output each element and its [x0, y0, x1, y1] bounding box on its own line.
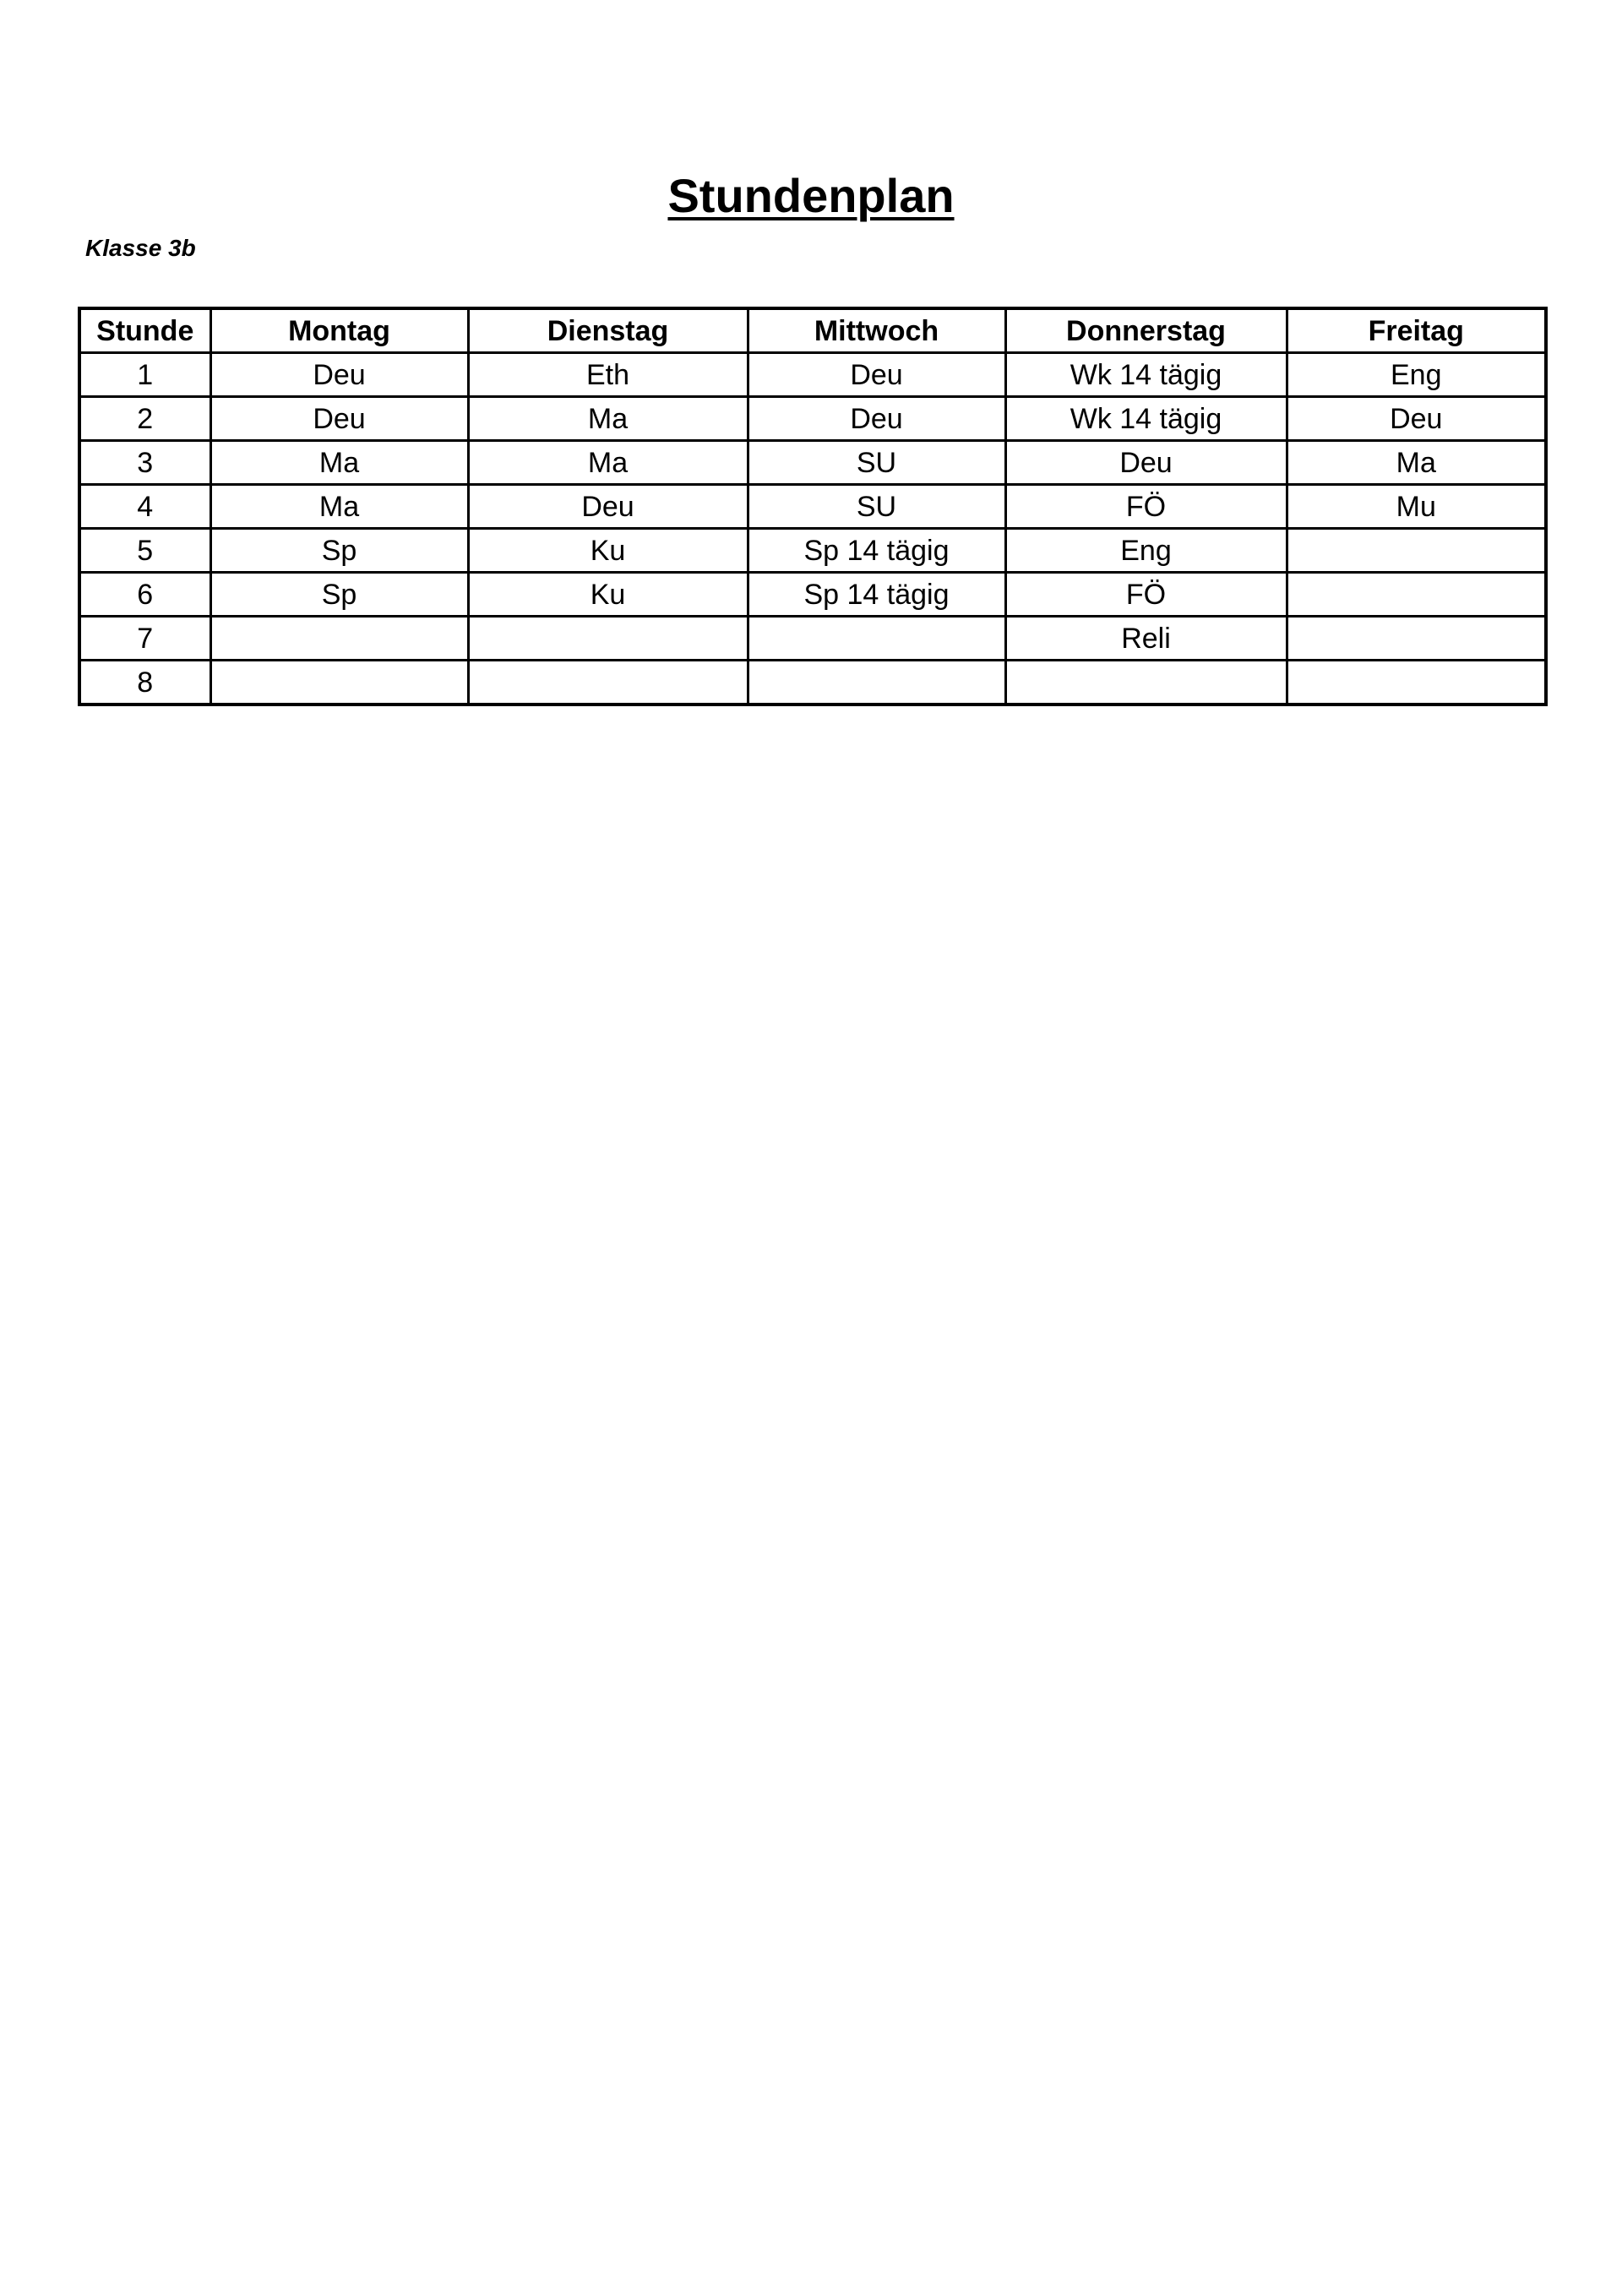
table-row — [79, 441, 1546, 485]
header-mittwoch: Mittwoch — [748, 308, 1005, 353]
cell-donnerstag: Wk 14 tägig — [1005, 353, 1287, 397]
cell-dienstag: Ma — [468, 441, 748, 485]
cell-dienstag: Eth — [468, 353, 748, 397]
page-title: Stundenplan — [667, 169, 955, 222]
cell-freitag: Mu — [1287, 485, 1546, 529]
cell-montag: Ma — [210, 485, 468, 529]
cell-mittwoch: SU — [748, 485, 1005, 529]
table-row — [79, 529, 1546, 573]
period-number: 7 — [79, 617, 210, 661]
period-number: 4 — [79, 485, 210, 529]
cell-donnerstag: FÖ — [1005, 485, 1287, 529]
cell-freitag: Eng — [1287, 353, 1546, 397]
cell-donnerstag: Deu — [1005, 441, 1287, 485]
cell-dienstag: Ku — [468, 529, 748, 573]
cell-montag: Sp — [210, 529, 468, 573]
class-label: Klasse 3b — [85, 235, 196, 261]
header-dienstag: Dienstag — [468, 308, 748, 353]
cell-dienstag: Deu — [468, 485, 748, 529]
cell-mittwoch — [748, 617, 1005, 661]
cell-dienstag: Ku — [468, 573, 748, 617]
period-number: 3 — [79, 441, 210, 485]
cell-freitag: Ma — [1287, 441, 1546, 485]
cell-montag: Ma — [210, 441, 468, 485]
cell-donnerstag: Wk 14 tägig — [1005, 397, 1287, 441]
header-freitag: Freitag — [1287, 308, 1546, 353]
cell-donnerstag: FÖ — [1005, 573, 1287, 617]
period-number: 5 — [79, 529, 210, 573]
cell-dienstag: Ma — [468, 397, 748, 441]
cell-donnerstag — [1005, 661, 1287, 705]
cell-freitag — [1287, 661, 1546, 705]
table-row — [79, 397, 1546, 441]
cell-mittwoch: Sp 14 tägig — [748, 529, 1005, 573]
cell-mittwoch — [748, 661, 1005, 705]
cell-mittwoch: SU — [748, 441, 1005, 485]
cell-freitag — [1287, 617, 1546, 661]
header-montag: Montag — [210, 308, 468, 353]
cell-freitag: Deu — [1287, 397, 1546, 441]
cell-mittwoch: Sp 14 tägig — [748, 573, 1005, 617]
cell-dienstag — [468, 617, 748, 661]
period-number: 8 — [79, 661, 210, 705]
cell-montag — [210, 661, 468, 705]
cell-freitag — [1287, 529, 1546, 573]
cell-mittwoch: Deu — [748, 353, 1005, 397]
cell-montag — [210, 617, 468, 661]
cell-donnerstag: Eng — [1005, 529, 1287, 573]
table-header-row — [79, 308, 1546, 353]
header-donnerstag: Donnerstag — [1005, 308, 1287, 353]
period-number: 1 — [79, 353, 210, 397]
header-stunde: Stunde — [79, 308, 210, 353]
cell-dienstag — [468, 661, 748, 705]
cell-mittwoch: Deu — [748, 397, 1005, 441]
cell-freitag — [1287, 573, 1546, 617]
table-row — [79, 573, 1546, 617]
cell-montag: Deu — [210, 353, 468, 397]
period-number: 2 — [79, 397, 210, 441]
table-row — [79, 485, 1546, 529]
timetable — [78, 307, 1548, 706]
table-row — [79, 353, 1546, 397]
table-row — [79, 661, 1546, 705]
cell-montag: Deu — [210, 397, 468, 441]
cell-montag: Sp — [210, 573, 468, 617]
cell-donnerstag: Reli — [1005, 617, 1287, 661]
period-number: 6 — [79, 573, 210, 617]
table-row — [79, 617, 1546, 661]
